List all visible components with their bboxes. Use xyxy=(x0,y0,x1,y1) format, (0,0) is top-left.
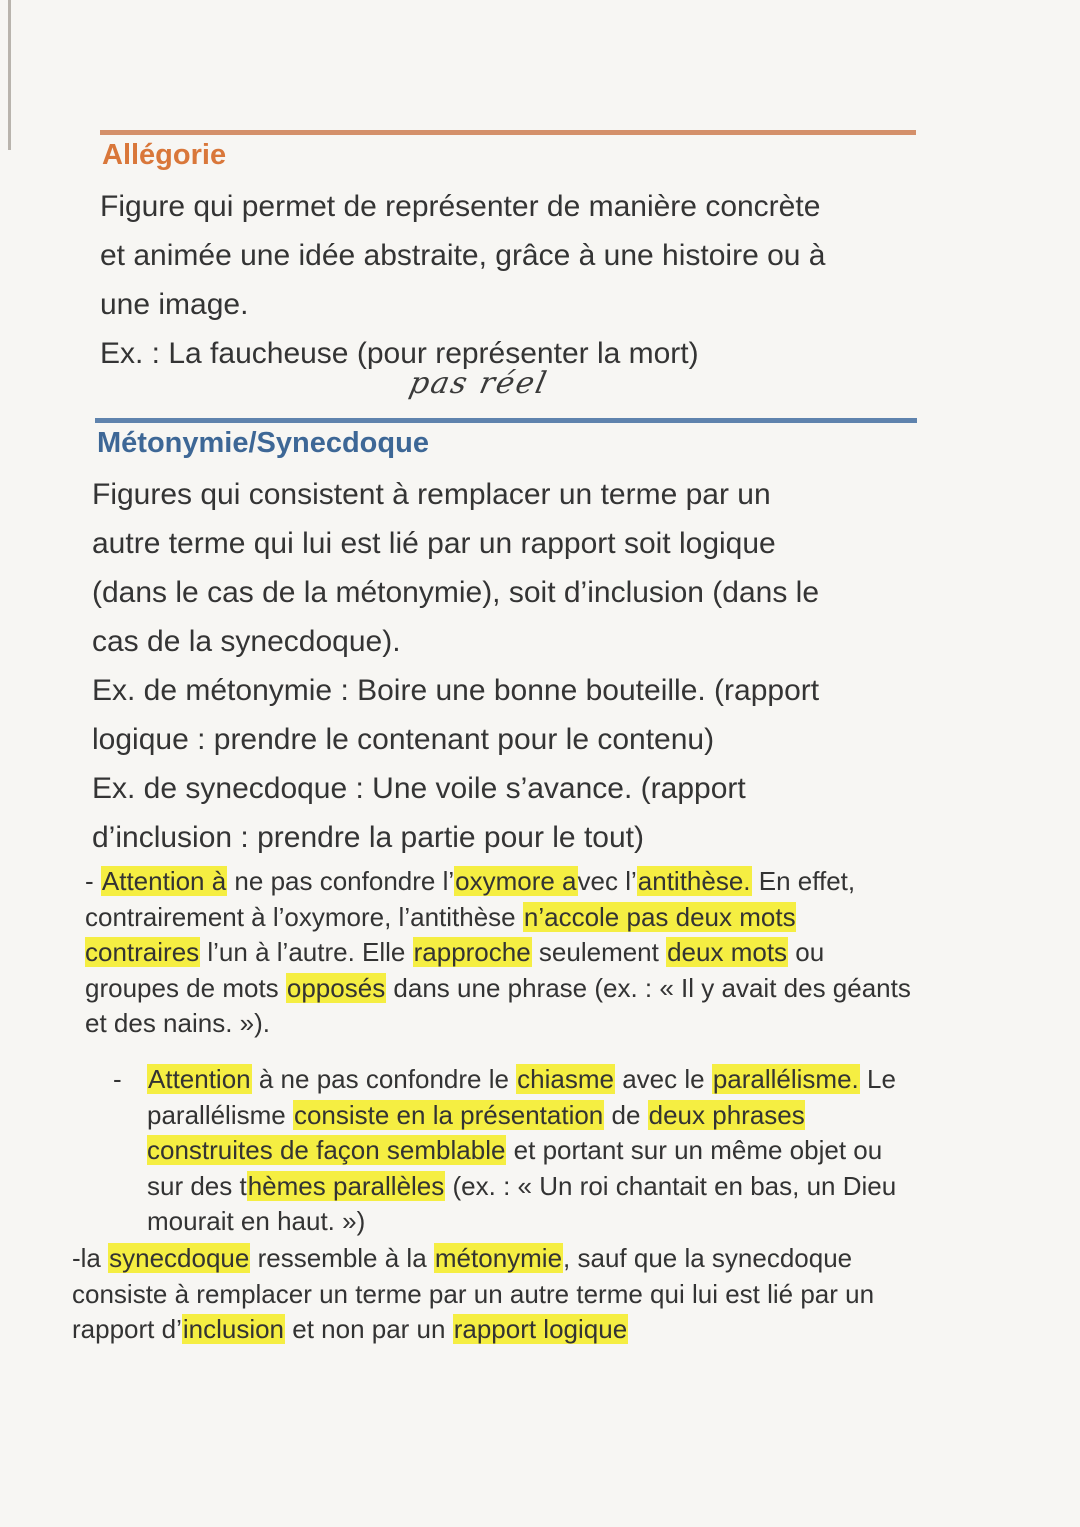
highlight: Attention à xyxy=(101,866,227,896)
highlight: inclusion xyxy=(182,1314,285,1344)
highlight: chiasme xyxy=(517,1064,614,1094)
highlight: oxymore a xyxy=(455,866,577,896)
highlight: synecdoque xyxy=(109,1243,250,1273)
note-text: dans une phrase (ex. : « Il y avait des géants et des nains. »). xyxy=(85,972,911,1038)
highlight: antithèse. xyxy=(637,866,751,896)
highlight: rapproche xyxy=(413,937,531,967)
metonymie-line: autre terme qui lui est lié par un rapport soit logique xyxy=(92,527,776,560)
metonymie-divider xyxy=(95,418,917,423)
highlight: rapport logique xyxy=(453,1314,628,1344)
note-text: , sauf que la synecdoque consiste à remplacer un terme par un autre terme qui lui est lié par un rapport d’ xyxy=(72,1243,875,1344)
note-text: vec l’ xyxy=(577,866,637,896)
note-text: ou groupes de mots xyxy=(85,937,825,1003)
synecdoque-example: d’inclusion : prendre la partie pour le tout) xyxy=(92,821,644,854)
allegorie-heading: Allégorie xyxy=(102,139,227,171)
note-text: et portant sur un même objet ou sur des t xyxy=(147,1135,883,1201)
note-text: l’un à l’autre. Elle xyxy=(200,937,413,967)
note-text: - xyxy=(85,866,101,896)
allegorie-definition xyxy=(100,182,930,378)
note-chiasme-parallelisme xyxy=(147,1062,907,1240)
allegorie-line: et animée une idée abstraite, grâce à une histoire ou à xyxy=(100,239,826,272)
note-text: -la xyxy=(72,1243,109,1273)
highlight: métonymie xyxy=(434,1243,563,1273)
note-text: avec le xyxy=(615,1064,712,1094)
metonymie-example: logique : prendre le contenant pour le contenu) xyxy=(92,723,715,756)
note-text: (ex. : « Un roi chantait en bas, un Dieu mourait en haut. ») xyxy=(147,1170,897,1236)
highlight: deux phrases construites de façon semblable xyxy=(147,1099,805,1165)
note-text: Le parallélisme xyxy=(147,1064,896,1130)
metonymie-definition xyxy=(92,470,932,862)
metonymie-line: (dans le cas de la métonymie), soit d’inclusion (dans le xyxy=(92,576,820,609)
handwritten-note: pas réel xyxy=(406,366,552,401)
highlight: Attention xyxy=(148,1064,251,1094)
highlight: hèmes parallèles xyxy=(247,1170,445,1201)
metonymie-line: cas de la synecdoque). xyxy=(92,625,401,658)
note-text: seulement xyxy=(531,937,667,967)
highlight: opposés xyxy=(286,972,386,1003)
note-oxymore-antithese xyxy=(85,864,915,1042)
note-text: et non par un xyxy=(285,1314,453,1344)
note-text: ressemble à la xyxy=(250,1243,434,1273)
note-synecdoque-metonymie xyxy=(72,1241,922,1348)
bullet-dash: - xyxy=(113,1064,122,1094)
synecdoque-example: Ex. de synecdoque : Une voile s’avance. (rapport xyxy=(92,772,746,805)
allegorie-example: Ex. : La faucheuse (pour représenter la mort) xyxy=(100,337,699,370)
allegorie-divider xyxy=(100,130,916,135)
highlight: consiste en la présentation xyxy=(293,1099,604,1130)
metonymie-line: Figures qui consistent à remplacer un terme par un xyxy=(92,478,771,511)
metonymie-heading: Métonymie/Synecdoque xyxy=(97,427,429,459)
allegorie-line: une image. xyxy=(100,288,249,321)
page-edge-line xyxy=(8,0,11,150)
allegorie-line: Figure qui permet de représenter de manière concrète xyxy=(100,190,821,223)
highlight: deux mots xyxy=(667,937,788,967)
note-text: à ne pas confondre le xyxy=(251,1064,517,1094)
note-text: ne pas confondre l’ xyxy=(227,866,455,896)
note-text: En effet, contrairement à l’oxymore, l’antithèse xyxy=(85,866,856,932)
highlight: parallélisme. xyxy=(712,1064,859,1094)
note-text: de xyxy=(604,1099,648,1130)
highlight: n’accole pas deux mots contraires xyxy=(85,901,796,967)
metonymie-example: Ex. de métonymie : Boire une bonne bouteille. (rapport xyxy=(92,674,820,707)
